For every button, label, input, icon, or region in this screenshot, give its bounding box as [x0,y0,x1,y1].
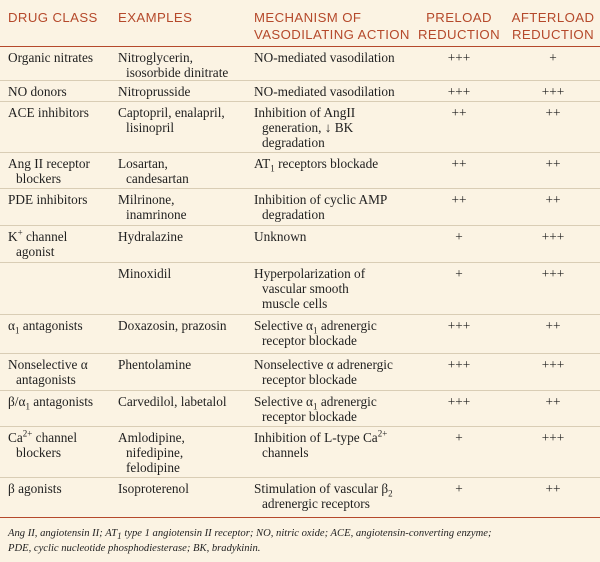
cell-preload: +++ [447,393,471,409]
cell-drug-class: $\alpha_1$ antagonists [8,317,83,336]
cell-examples: Phentolamine [118,356,192,372]
table-row [0,353,600,390]
cell-preload: + [455,480,463,496]
cell-drug-class: Ang II receptor blockers [8,155,90,186]
cell-preload: +++ [447,49,471,65]
cell-mechanism: Inhibition of cyclic AMP degradation [254,191,388,222]
cell-preload: +++ [447,317,471,333]
cell-drug-class: K+ channel agonist [8,227,68,259]
cell-preload: + [455,429,463,445]
cell-mechanism: $AT_1$ receptors blockade [254,155,379,174]
table-header-row [0,0,600,46]
cell-afterload: +++ [541,429,565,445]
cell-afterload: ++ [545,155,561,171]
cell-afterload: +++ [541,228,565,244]
cell-afterload: +++ [541,83,565,99]
cell-drug-class [0,262,110,314]
cell-afterload: +++ [541,265,565,281]
cell-preload: + [455,265,463,281]
cell-drug-class: $Ca^{2+}$ channel blockers [8,428,78,460]
cell-drug-class: ACE inhibitors [8,104,89,120]
table-row [0,390,600,426]
table-row [0,426,600,477]
cell-drug-class: Organic nitrates [8,49,94,65]
cell-preload: ++ [451,191,467,207]
cell-examples: Captopril, enalapril, lisinopril [118,104,225,135]
cell-examples: Amlodipine, nifedipine, felodipine [118,429,185,475]
cell-afterload: +++ [541,356,565,372]
cell-mechanism: NO-mediated vasodilation [254,83,395,99]
cell-afterload: ++ [545,393,561,409]
cell-afterload: ++ [545,480,561,496]
cell-mechanism: Hyperpolarization of vascular smooth muscle cells [254,265,366,311]
cell-drug-class: $\beta/\alpha_1$ antagonists [8,393,94,412]
cell-preload: ++ [451,104,467,120]
table-row [0,188,600,225]
cell-drug-class: NO donors [8,83,67,99]
table-row [0,314,600,353]
cell-examples: Milrinone, inamrinone [118,191,187,222]
table-row [0,101,600,152]
cell-drug-class: PDE inhibitors [8,191,88,207]
cell-examples: Losartan, candesartan [118,155,189,186]
table-row [0,152,600,188]
cell-preload: + [455,228,463,244]
header-preload: PRELOAD REDUCTION [418,10,500,42]
cell-mechanism: Inhibition of L-type $Ca^{2+}$ channels [254,428,388,460]
cell-afterload: ++ [545,191,561,207]
cell-preload: +++ [447,356,471,372]
table-row [0,225,600,262]
cell-examples: Minoxidil [118,265,172,281]
cell-afterload: ++ [545,317,561,333]
cell-preload: ++ [451,155,467,171]
cell-examples: Nitroprusside [118,83,191,99]
header-drug-class: DRUG CLASS [8,10,98,25]
cell-drug-class: β agonists [8,480,62,496]
table-footnote: Ang II, angiotensin II; $AT_1$ type 1 angiotensin II receptor; NO, nitric oxide; ACE, angiotensin-converting enzyme; PDE, cyclic nucleotide phosphodiesterase; BK, bradykinin. [8,527,492,554]
cell-mechanism: NO-mediated vasodilation [254,49,395,65]
cell-mechanism: Nonselective α adrenergic receptor blockade [254,356,393,387]
cell-drug-class: Nonselective α antagonists [8,356,88,387]
cell-mechanism: Selective $\alpha_1$ adrenergic receptor blockade [254,393,377,424]
table-row [0,477,600,517]
cell-mechanism: Selective $\alpha_1$ adrenergic receptor blockade [254,317,377,348]
cell-afterload: ++ [545,104,561,120]
table-row [0,262,600,314]
cell-afterload: + [549,49,557,65]
header-mechanism: MECHANISM OF VASODILATING ACTION [254,10,410,42]
cell-preload: +++ [447,83,471,99]
cell-examples: Doxazosin, prazosin [118,317,227,333]
cell-examples: Nitroglycerin, isosorbide dinitrate [118,49,229,80]
cell-mechanism: Inhibition of AngII generation, ↓ BK degradation [254,104,356,150]
header-examples: EXAMPLES [118,10,193,25]
header-afterload: AFTERLOAD REDUCTION [511,10,595,42]
cell-examples: Hydralazine [118,228,183,244]
cell-mechanism: Stimulation of vascular $\beta_2$ adrenergic receptors [254,480,393,511]
table-row [0,80,600,101]
cell-examples: Isoproterenol [118,480,189,496]
cell-mechanism: Unknown [254,228,307,244]
table-row [0,46,600,80]
cell-examples: Carvedilol, labetalol [118,393,227,409]
